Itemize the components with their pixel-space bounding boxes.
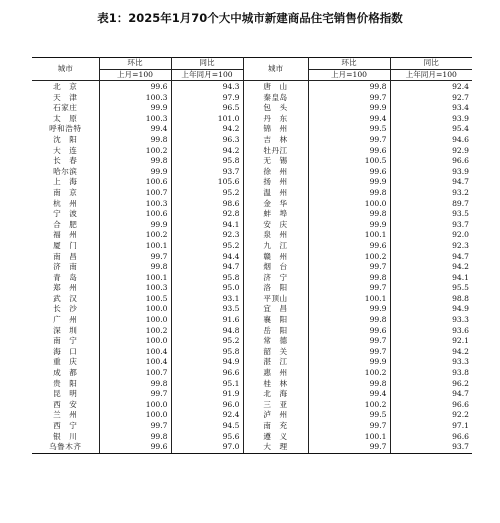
mom-value-cell: 99.7 <box>308 442 390 453</box>
mom-value-cell: 99.8 <box>308 188 390 199</box>
mom-value-cell: 99.8 <box>99 432 171 443</box>
table-row <box>32 442 472 453</box>
yoy-value-cell: 92.1 <box>452 336 469 346</box>
table-row <box>32 167 472 178</box>
mom-value-cell: 99.6 <box>308 326 390 337</box>
mom-value-cell: 99.8 <box>308 273 390 284</box>
mom-value-cell: 99.7 <box>308 262 390 273</box>
city-cell: 杭 州 <box>32 199 99 210</box>
table-row <box>32 93 472 104</box>
table-body <box>32 81 472 454</box>
mom-value-cell: 99.8 <box>308 209 390 220</box>
yoy-value-cell: 92.7 <box>452 92 469 102</box>
yoy-value-cell: 93.7 <box>390 442 472 453</box>
yoy-value-cell: 96.6 <box>452 399 469 409</box>
yoy-value-cell: 93.6 <box>452 325 469 335</box>
yoy-value-cell: 97.9 <box>171 93 243 104</box>
mom-value-cell: 99.6 <box>99 442 171 453</box>
city-cell: 蚌 埠 <box>243 209 308 220</box>
city-cell: 呼和浩特 <box>32 124 99 135</box>
city-cell: 包 头 <box>243 103 308 114</box>
table-row <box>32 199 472 210</box>
table-row <box>32 146 472 157</box>
table-row <box>32 389 472 400</box>
mom-value-cell: 99.5 <box>308 124 390 135</box>
yoy-value-cell: 93.5 <box>452 209 469 219</box>
city-cell: 遵 义 <box>243 432 308 443</box>
yoy-value-cell: 94.7 <box>171 262 243 273</box>
city-cell: 温 州 <box>243 188 308 199</box>
yoy-value-cell: 92.4 <box>452 82 469 91</box>
mom-value-cell: 100.0 <box>99 315 171 326</box>
mom-value-cell: 99.8 <box>99 135 171 146</box>
yoy-value-cell: 92.3 <box>452 240 469 250</box>
city-cell: 常 德 <box>243 336 308 347</box>
yoy-value-cell: 93.9 <box>452 113 469 123</box>
yoy-value-cell: 96.2 <box>452 378 469 388</box>
yoy-value-cell: 97.0 <box>171 442 243 453</box>
city-cell: 重 庆 <box>32 357 99 368</box>
yoy-value-cell: 95.4 <box>452 124 469 134</box>
city-cell: 秦皇岛 <box>243 93 308 104</box>
mom-value-cell: 99.9 <box>308 103 390 114</box>
yoy-value-cell: 95.6 <box>171 432 243 443</box>
mom-value-cell: 100.3 <box>99 199 171 210</box>
yoy-value-cell: 94.2 <box>171 124 243 135</box>
yoy-value-cell: 94.1 <box>452 272 469 282</box>
city-cell: 兰 州 <box>32 410 99 421</box>
yoy-value-cell: 93.9 <box>452 166 469 176</box>
yoy-value-cell: 94.7 <box>452 177 469 187</box>
table-header <box>32 58 472 81</box>
yoy-value-cell: 92.8 <box>171 209 243 220</box>
mom-column-header: 环比 <box>99 58 171 70</box>
city-cell: 银 川 <box>32 432 99 443</box>
mom-value-cell: 100.2 <box>308 400 390 411</box>
table-row <box>32 336 472 347</box>
table-row <box>32 304 472 315</box>
mom-value-cell: 99.5 <box>308 410 390 421</box>
city-cell: 泸 州 <box>243 410 308 421</box>
yoy-value-cell: 95.0 <box>171 283 243 294</box>
city-cell: 海 口 <box>32 347 99 358</box>
yoy-value-cell: 94.9 <box>171 357 243 368</box>
city-cell: 金 华 <box>243 199 308 210</box>
yoy-value-cell: 89.7 <box>452 198 469 208</box>
yoy-value-cell: 91.9 <box>171 389 243 400</box>
mom-value-cell: 99.4 <box>308 389 390 400</box>
mom-value-cell: 100.3 <box>99 93 171 104</box>
mom-value-cell: 100.2 <box>308 368 390 379</box>
city-cell: 锦 州 <box>243 124 308 135</box>
yoy-value-cell: 94.4 <box>171 252 243 263</box>
city-cell: 西 宁 <box>32 421 99 432</box>
yoy-value-cell: 98.8 <box>452 293 469 303</box>
mom-value-cell: 99.9 <box>99 220 171 231</box>
mom-value-cell: 100.2 <box>99 230 171 241</box>
mom-value-cell: 100.3 <box>99 283 171 294</box>
table-row <box>32 294 472 305</box>
city-cell: 襄 阳 <box>243 315 308 326</box>
mom-value-cell: 100.1 <box>308 432 390 443</box>
yoy-value-cell: 94.2 <box>452 346 469 356</box>
city-cell: 岳 阳 <box>243 326 308 337</box>
table-row <box>32 103 472 114</box>
mom-base-label: 上月=100 <box>99 69 171 81</box>
mom-value-cell: 100.0 <box>99 410 171 421</box>
yoy-base-label: 上年同月=100 <box>171 69 243 81</box>
yoy-value-cell: 92.3 <box>171 230 243 241</box>
yoy-column-header: 同比 <box>171 58 243 70</box>
yoy-value-cell: 94.1 <box>171 220 243 231</box>
city-cell: 北 京 <box>32 81 99 93</box>
yoy-value-cell: 95.8 <box>171 156 243 167</box>
city-cell: 天 津 <box>32 93 99 104</box>
mom-value-cell: 99.9 <box>308 357 390 368</box>
mom-value-cell: 99.8 <box>99 262 171 273</box>
mom-value-cell: 99.9 <box>308 177 390 188</box>
table-row <box>32 177 472 188</box>
city-cell: 哈尔滨 <box>32 167 99 178</box>
table-row <box>32 283 472 294</box>
city-cell: 广 州 <box>32 315 99 326</box>
city-cell: 合 肥 <box>32 220 99 231</box>
yoy-value-cell: 95.2 <box>171 336 243 347</box>
yoy-value-cell: 95.8 <box>171 347 243 358</box>
yoy-value-cell: 96.6 <box>452 431 469 441</box>
mom-base-label: 上月=100 <box>308 69 390 81</box>
city-cell: 上 海 <box>32 177 99 188</box>
mom-value-cell: 100.4 <box>99 357 171 368</box>
yoy-value-cell: 96.3 <box>171 135 243 146</box>
yoy-value-cell: 96.6 <box>452 156 469 166</box>
yoy-value-cell: 98.6 <box>171 199 243 210</box>
city-cell: 无 锡 <box>243 156 308 167</box>
mom-value-cell: 100.1 <box>308 230 390 241</box>
city-cell: 牡丹江 <box>243 146 308 157</box>
mom-value-cell: 99.7 <box>99 252 171 263</box>
table-row <box>32 432 472 443</box>
table-row <box>32 262 472 273</box>
table-row <box>32 273 472 284</box>
table-row <box>32 421 472 432</box>
yoy-value-cell: 96.5 <box>171 103 243 114</box>
yoy-value-cell: 95.1 <box>171 379 243 390</box>
city-cell: 烟 台 <box>243 262 308 273</box>
city-cell: 徐 州 <box>243 167 308 178</box>
mom-value-cell: 99.4 <box>308 114 390 125</box>
city-cell: 三 亚 <box>243 400 308 411</box>
mom-value-cell: 99.7 <box>99 421 171 432</box>
table-row <box>32 400 472 411</box>
table-row <box>32 209 472 220</box>
city-cell: 南 充 <box>243 421 308 432</box>
city-cell: 成 都 <box>32 368 99 379</box>
city-cell: 唐 山 <box>243 81 308 93</box>
yoy-value-cell: 93.4 <box>452 103 469 113</box>
mom-value-cell: 99.8 <box>308 379 390 390</box>
city-cell: 北 海 <box>243 389 308 400</box>
city-cell: 武 汉 <box>32 294 99 305</box>
mom-value-cell: 100.2 <box>99 146 171 157</box>
yoy-value-cell: 92.4 <box>171 410 243 421</box>
table-row <box>32 114 472 125</box>
yoy-column-header: 同比 <box>390 58 472 70</box>
yoy-value-cell: 94.6 <box>452 134 469 144</box>
yoy-value-cell: 93.7 <box>452 219 469 229</box>
city-cell: 沈 阳 <box>32 135 99 146</box>
city-cell: 湛 江 <box>243 357 308 368</box>
mom-value-cell: 100.0 <box>99 400 171 411</box>
city-cell: 丹 东 <box>243 114 308 125</box>
city-cell: 南 昌 <box>32 252 99 263</box>
mom-value-cell: 99.7 <box>308 283 390 294</box>
mom-value-cell: 99.9 <box>308 304 390 315</box>
mom-value-cell: 99.7 <box>308 421 390 432</box>
yoy-value-cell: 94.7 <box>452 251 469 261</box>
price-index-table <box>32 57 472 454</box>
mom-value-cell: 100.5 <box>99 294 171 305</box>
table-row <box>32 347 472 358</box>
table-row <box>32 220 472 231</box>
yoy-value-cell: 101.0 <box>171 114 243 125</box>
mom-value-cell: 100.0 <box>99 336 171 347</box>
yoy-value-cell: 95.2 <box>171 241 243 252</box>
yoy-value-cell: 93.1 <box>171 294 243 305</box>
yoy-value-cell: 93.8 <box>452 368 469 378</box>
yoy-value-cell: 92.2 <box>452 410 469 420</box>
city-cell: 郑 州 <box>32 283 99 294</box>
city-cell: 赣 州 <box>243 252 308 263</box>
mom-value-cell: 100.2 <box>308 252 390 263</box>
mom-value-cell: 99.9 <box>99 167 171 178</box>
city-cell: 泉 州 <box>243 230 308 241</box>
city-cell: 南 宁 <box>32 336 99 347</box>
city-cell: 桂 林 <box>243 379 308 390</box>
yoy-value-cell: 94.9 <box>452 304 469 314</box>
table-row <box>32 124 472 135</box>
mom-value-cell: 99.7 <box>308 135 390 146</box>
table-row <box>32 326 472 337</box>
mom-value-cell: 99.8 <box>308 81 390 93</box>
mom-value-cell: 99.7 <box>308 336 390 347</box>
table-row <box>32 156 472 167</box>
mom-value-cell: 99.9 <box>308 220 390 231</box>
table-row <box>32 379 472 390</box>
yoy-value-cell: 96.6 <box>171 368 243 379</box>
yoy-value-cell: 94.8 <box>171 326 243 337</box>
city-cell: 乌鲁木齐 <box>32 442 99 453</box>
mom-value-cell: 99.4 <box>99 124 171 135</box>
city-cell: 济 宁 <box>243 273 308 284</box>
city-cell: 九 江 <box>243 241 308 252</box>
city-cell: 大 连 <box>32 146 99 157</box>
yoy-value-cell: 94.3 <box>171 81 243 93</box>
mom-value-cell: 100.5 <box>308 156 390 167</box>
yoy-value-cell: 93.7 <box>171 167 243 178</box>
yoy-value-cell: 93.3 <box>452 357 469 367</box>
mom-value-cell: 100.7 <box>99 188 171 199</box>
yoy-value-cell: 93.2 <box>452 187 469 197</box>
table-row <box>32 410 472 421</box>
mom-value-cell: 100.3 <box>99 114 171 125</box>
yoy-value-cell: 94.7 <box>452 389 469 399</box>
city-cell: 惠 州 <box>243 368 308 379</box>
yoy-value-cell: 96.0 <box>171 400 243 411</box>
city-cell: 贵 阳 <box>32 379 99 390</box>
yoy-value-cell: 94.2 <box>171 146 243 157</box>
mom-value-cell: 99.7 <box>308 93 390 104</box>
table-row <box>32 252 472 263</box>
mom-value-cell: 100.0 <box>99 304 171 315</box>
city-cell: 扬 州 <box>243 177 308 188</box>
city-cell: 洛 阳 <box>243 283 308 294</box>
mom-value-cell: 100.1 <box>99 241 171 252</box>
mom-value-cell: 100.2 <box>99 326 171 337</box>
mom-value-cell: 99.8 <box>308 315 390 326</box>
city-cell: 福 州 <box>32 230 99 241</box>
city-cell: 昆 明 <box>32 389 99 400</box>
table-row <box>32 241 472 252</box>
mom-value-cell: 100.1 <box>99 273 171 284</box>
yoy-value-cell: 95.2 <box>171 188 243 199</box>
city-cell: 太 原 <box>32 114 99 125</box>
city-cell: 厦 门 <box>32 241 99 252</box>
yoy-value-cell: 94.5 <box>171 421 243 432</box>
city-cell: 宜 昌 <box>243 304 308 315</box>
table-row <box>32 357 472 368</box>
yoy-value-cell: 95.5 <box>452 283 469 293</box>
city-cell: 吉 林 <box>243 135 308 146</box>
yoy-value-cell: 91.6 <box>171 315 243 326</box>
mom-value-cell: 99.6 <box>308 167 390 178</box>
city-cell: 宁 波 <box>32 209 99 220</box>
mom-column-header: 环比 <box>308 58 390 70</box>
table-row <box>32 368 472 379</box>
city-cell: 安 庆 <box>243 220 308 231</box>
city-cell: 石家庄 <box>32 103 99 114</box>
mom-value-cell: 100.1 <box>308 294 390 305</box>
mom-value-cell: 99.6 <box>308 241 390 252</box>
table-row <box>32 81 472 93</box>
city-cell: 西 安 <box>32 400 99 411</box>
city-cell: 济 南 <box>32 262 99 273</box>
mom-value-cell: 99.7 <box>99 389 171 400</box>
yoy-value-cell: 95.8 <box>171 273 243 284</box>
yoy-value-cell: 93.5 <box>171 304 243 315</box>
yoy-value-cell: 92.9 <box>452 145 469 155</box>
mom-value-cell: 100.4 <box>99 347 171 358</box>
yoy-value-cell: 93.3 <box>452 315 469 325</box>
mom-value-cell: 99.8 <box>99 379 171 390</box>
mom-value-cell: 99.9 <box>99 103 171 114</box>
table-row <box>32 188 472 199</box>
city-cell: 大 理 <box>243 442 308 453</box>
city-column-header: 城市 <box>32 58 99 81</box>
mom-value-cell: 99.6 <box>99 81 171 93</box>
mom-value-cell: 100.6 <box>99 177 171 188</box>
table-row <box>32 230 472 241</box>
city-cell: 平顶山 <box>243 294 308 305</box>
yoy-base-label: 上年同月=100 <box>390 69 472 81</box>
mom-value-cell: 100.0 <box>308 199 390 210</box>
city-cell: 南 京 <box>32 188 99 199</box>
city-cell: 韶 关 <box>243 347 308 358</box>
mom-value-cell: 100.7 <box>99 368 171 379</box>
mom-value-cell: 99.6 <box>308 146 390 157</box>
city-cell: 长 春 <box>32 156 99 167</box>
city-cell: 深 圳 <box>32 326 99 337</box>
table-row <box>32 135 472 146</box>
mom-value-cell: 100.6 <box>99 209 171 220</box>
city-cell: 青 岛 <box>32 273 99 284</box>
yoy-value-cell: 94.2 <box>452 262 469 272</box>
city-cell: 长 沙 <box>32 304 99 315</box>
yoy-value-cell: 105.6 <box>171 177 243 188</box>
mom-value-cell: 99.8 <box>99 156 171 167</box>
table-title: 表1：2025年1月70个大中城市新建商品住宅销售价格指数 <box>97 11 403 25</box>
table-row <box>32 315 472 326</box>
yoy-value-cell: 97.1 <box>452 421 469 430</box>
city-column-header: 城市 <box>243 58 308 81</box>
yoy-value-cell: 92.0 <box>452 230 469 240</box>
mom-value-cell: 99.7 <box>308 347 390 358</box>
